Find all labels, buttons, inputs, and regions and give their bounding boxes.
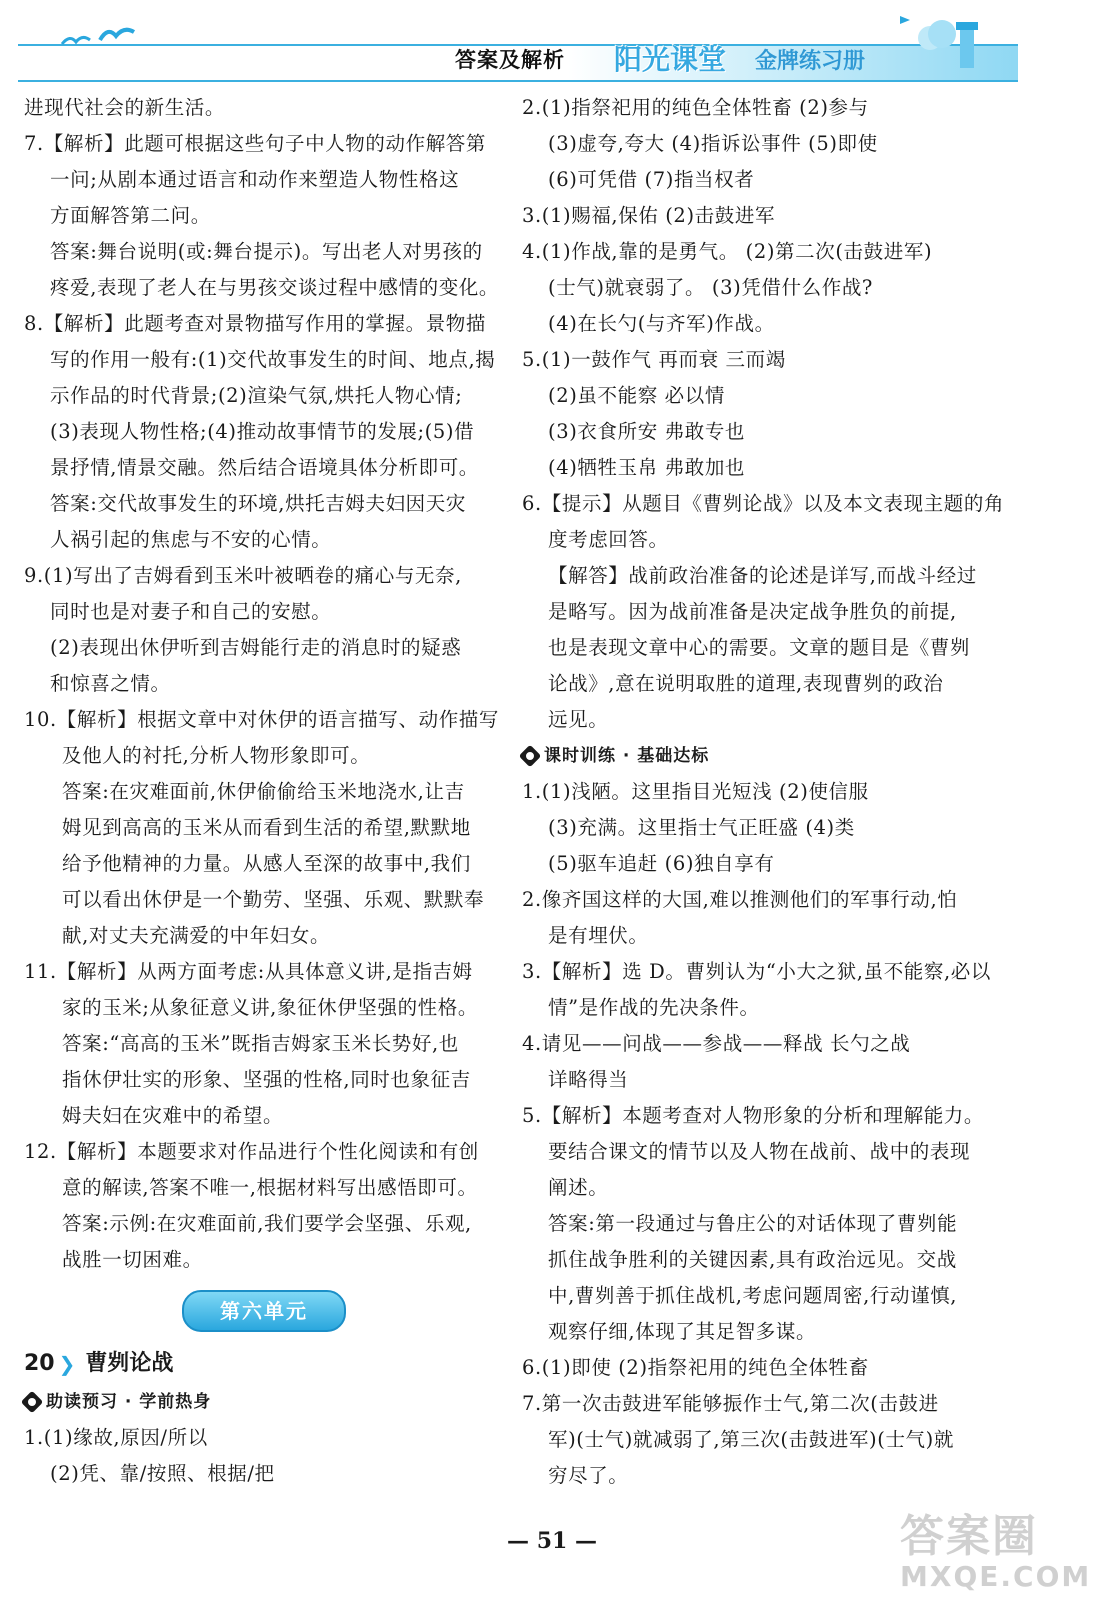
text-line: 献,对丈夫充满爱的中年妇女。 xyxy=(62,924,331,947)
text-line: 给予他精神的力量。从感人至深的故事中,我们 xyxy=(62,852,471,875)
text-line: 3.【解析】选 D。曹刿认为“小大之狱,虽不能察,必以 xyxy=(522,960,992,983)
text-line: 详略得当 xyxy=(548,1068,629,1091)
text-line: 疼爱,表现了老人在与男孩交谈过程中感情的变化。 xyxy=(50,276,499,299)
diamond-bullet-icon xyxy=(519,745,542,768)
text-line: 阐述。 xyxy=(548,1176,609,1199)
text-line: 6.【提示】从题目《曹刿论战》以及本文表现主题的角 xyxy=(522,492,1004,515)
text-line: 进现代社会的新生活。 xyxy=(24,96,226,119)
text-line: 6.(1)即使 (2)指祭祀用的纯色全体牲畜 xyxy=(522,1356,869,1379)
section-heading xyxy=(522,738,1004,774)
text-line: 要结合课文的情节以及人物在战前、战中的表现 xyxy=(548,1140,971,1163)
watermark-logo xyxy=(900,1500,1092,1593)
text-line: 是有埋伏。 xyxy=(548,924,649,947)
right-column xyxy=(522,90,1004,1494)
text-line: (士气)就衰弱了。 (3)凭借什么作战? xyxy=(548,276,873,299)
text-line: 可以看出休伊是一个勤劳、坚强、乐观、默默奉 xyxy=(62,888,485,911)
text-line: 中,曹刿善于抓住战机,考虑问题周密,行动谨慎, xyxy=(548,1284,958,1307)
chevron-right-icon: ❯ xyxy=(58,1352,76,1376)
section-title-text: 助读预习 · 学前热身 xyxy=(46,1392,212,1412)
text-line: 10.【解析】根据文章中对休伊的语言描写、动作描写 xyxy=(24,708,500,731)
text-line: (4)在长勺(与齐军)作战。 xyxy=(548,312,775,335)
text-line: 家的玉米;从象征意义讲,象征休伊坚强的性格。 xyxy=(62,996,478,1019)
text-line: 情”是作战的先决条件。 xyxy=(548,996,760,1019)
text-line: 4.(1)作战,靠的是勇气。 (2)第二次(击鼓进军) xyxy=(522,240,933,263)
lesson-number: 20 xyxy=(24,1351,55,1376)
text-line: 战胜一切困难。 xyxy=(62,1248,203,1271)
section-title-text: 课时训练 · 基础达标 xyxy=(544,746,710,766)
section-title: 答案及解析 xyxy=(455,48,565,72)
text-line: 写的作用一般有:(1)交代故事发生的时间、地点,揭 xyxy=(50,348,496,371)
text-line: 11.【解析】从两方面考虑:从具体意义讲,是指吉姆 xyxy=(24,960,473,983)
text-line: 3.(1)赐福,保佑 (2)击鼓进军 xyxy=(522,204,776,227)
text-line: (5)驱车追赶 (6)独自享有 xyxy=(548,852,775,875)
lesson-heading xyxy=(24,1344,506,1384)
text-line: 远见。 xyxy=(548,708,609,731)
text-line: 抓住战争胜利的关键因素,具有政治远见。交战 xyxy=(548,1248,957,1271)
answer-line: 答案:“高高的玉米”既指吉姆家玉米长势好,也 xyxy=(62,1032,459,1055)
text-line: 意的解读,答案不唯一,根据材料写出感悟即可。 xyxy=(62,1176,478,1199)
text-line: 和惊喜之情。 xyxy=(50,672,171,695)
text-line: (4)牺牲玉帛 弗敢加也 xyxy=(548,456,746,479)
brand-subtitle: 金牌练习册 xyxy=(755,49,866,74)
text-line: (2)凭、靠/按照、根据/把 xyxy=(50,1462,275,1485)
text-line: 2.(1)指祭祀用的纯色全体牲畜 (2)参与 xyxy=(522,96,869,119)
answer-line: 答案:示例:在灾难面前,我们要学会坚强、乐观, xyxy=(62,1212,472,1235)
answer-line: 【解答】战前政治准备的论述是详写,而战斗经过 xyxy=(548,564,977,587)
text-line: 5.【解析】本题考查对人物形象的分析和理解能力。 xyxy=(522,1104,985,1127)
text-line: 人祸引起的焦虑与不安的心情。 xyxy=(50,528,332,551)
watermark-text: 答案圈 xyxy=(900,1511,1038,1562)
birds-icon xyxy=(60,18,140,58)
text-line: (3)充满。这里指士气正旺盛 (4)类 xyxy=(548,816,855,839)
text-line: 示作品的时代背景;(2)渲染气氛,烘托人物心情; xyxy=(50,384,463,407)
text-line: 军)(士气)就减弱了,第三次(击鼓进军)(士气)就 xyxy=(548,1428,954,1451)
page-number: — 51 — xyxy=(507,1528,597,1554)
text-line: 5.(1)一鼓作气 再而衰 三而竭 xyxy=(522,348,786,371)
text-line: 度考虑回答。 xyxy=(548,528,669,551)
unit-badge-row xyxy=(24,1278,506,1344)
text-line: (3)虚夸,夸大 (4)指诉讼事件 (5)即使 xyxy=(548,132,878,155)
text-line: 观察仔细,体现了其足智多谋。 xyxy=(548,1320,817,1343)
brand-title: 阳光课堂 xyxy=(614,43,727,76)
left-column xyxy=(24,90,506,1492)
text-line: 9.(1)写出了吉姆看到玉米叶被晒卷的痛心与无奈, xyxy=(24,564,462,587)
answer-line: 答案:第一段通过与鲁庄公的对话体现了曹刿能 xyxy=(548,1212,958,1235)
text-line: 7.【解析】此题可根据这些句子中人物的动作解答第 xyxy=(24,132,487,155)
text-line: 4.请见——问战——参战——释战 长勺之战 xyxy=(522,1032,911,1055)
text-line: (2)虽不能察 必以情 xyxy=(548,384,725,407)
lighthouse-icon xyxy=(890,8,1010,78)
answer-line: 答案:在灾难面前,休伊偷偷给玉米地浇水,让吉 xyxy=(62,780,465,803)
text-line: 也是表现文章中心的需要。文章的题目是《曹刿 xyxy=(548,636,971,659)
text-line: (3)衣食所安 弗敢专也 xyxy=(548,420,746,443)
text-line: 及他人的衬托,分析人物形象即可。 xyxy=(62,744,371,767)
text-line: 论战》,意在说明取胜的道理,表现曹刿的政治 xyxy=(548,672,944,695)
text-line: 7.第一次击鼓进军能够振作士气,第二次(击鼓进 xyxy=(522,1392,939,1415)
text-line: (3)表现人物性格;(4)推动故事情节的发展;(5)借 xyxy=(50,420,475,443)
text-line: 2.像齐国这样的大国,难以推测他们的军事行动,怕 xyxy=(522,888,958,911)
answer-line: 答案:交代故事发生的环境,烘托吉姆夫妇因天灾 xyxy=(50,492,466,515)
text-line: 姆见到高高的玉米从而看到生活的希望,默默地 xyxy=(62,816,471,839)
text-line: 12.【解析】本题要求对作品进行个性化阅读和有创 xyxy=(24,1140,479,1163)
answer-line: 答案:舞台说明(或:舞台提示)。写出老人对男孩的 xyxy=(50,240,483,263)
page-header xyxy=(0,0,1104,92)
lesson-title: 曹刿论战 xyxy=(85,1351,174,1376)
unit-badge: 第六单元 xyxy=(182,1290,346,1332)
text-line: 姆夫妇在灾难中的希望。 xyxy=(62,1104,284,1127)
text-line: (2)表现出休伊听到吉姆能行走的消息时的疑惑 xyxy=(50,636,462,659)
text-line: 景抒情,情景交融。然后结合语境具体分析即可。 xyxy=(50,456,479,479)
text-line: 8.【解析】此题考查对景物描写作用的掌握。景物描 xyxy=(24,312,487,335)
text-line: 指休伊壮实的形象、坚强的性格,同时也象征吉 xyxy=(62,1068,471,1091)
text-line: (6)可凭借 (7)指当权者 xyxy=(548,168,755,191)
text-line: 一问;从剧本通过语言和动作来塑造人物性格这 xyxy=(50,168,460,191)
text-line: 1.(1)浅陋。这里指目光短浅 (2)使信服 xyxy=(522,780,869,803)
text-line: 同时也是对妻子和自己的安慰。 xyxy=(50,600,332,623)
watermark-url: MXQE.COM xyxy=(900,1560,1092,1593)
text-line: 1.(1)缘故,原因/所以 xyxy=(24,1426,208,1449)
text-line: 方面解答第二问。 xyxy=(50,204,211,227)
text-line: 是略写。因为战前准备是决定战争胜负的前提, xyxy=(548,600,957,623)
section-heading xyxy=(24,1384,506,1420)
diamond-bullet-icon xyxy=(21,1391,44,1414)
text-line: 穷尽了。 xyxy=(548,1464,629,1487)
